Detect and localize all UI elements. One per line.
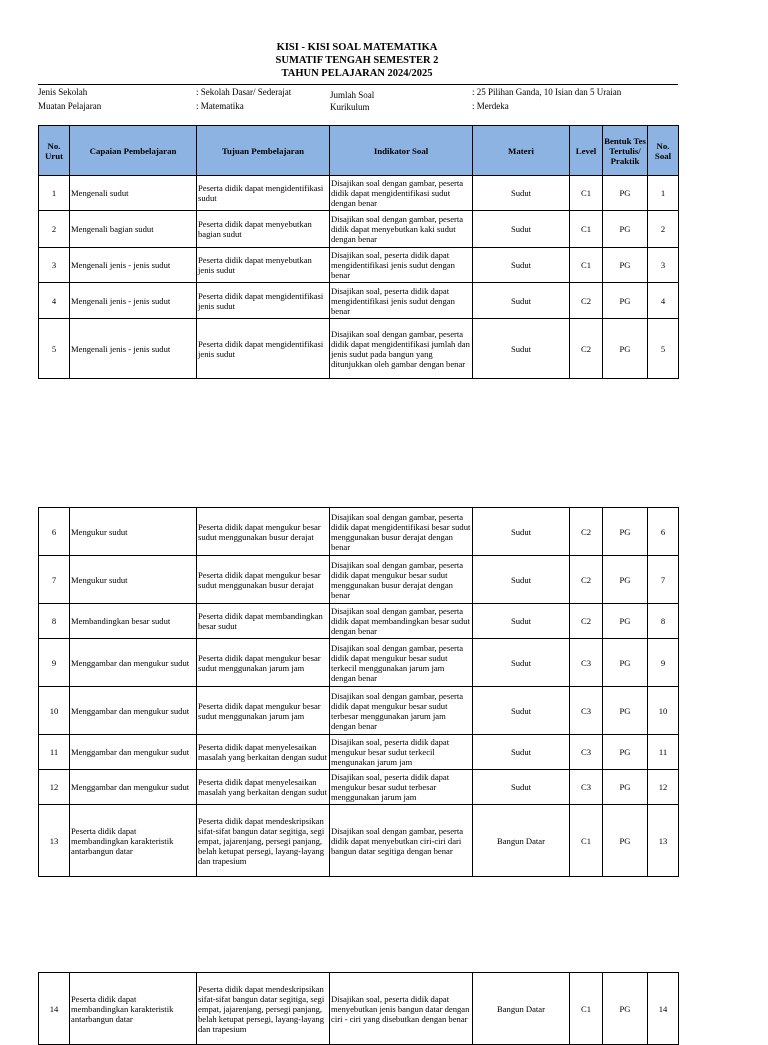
cell-level: C1	[570, 176, 603, 211]
cell-bentuk: PG	[603, 556, 648, 604]
cell-capaian: Peserta didik dapat membandingkan karakteristik antarbangun datar	[70, 805, 197, 877]
cell-level: C1	[570, 973, 603, 1045]
cell-bentuk: PG	[603, 283, 648, 319]
cell-capaian: Peserta didik dapat membandingkan karakteristik antarbangun datar	[70, 973, 197, 1045]
table-row	[39, 639, 679, 687]
kisi-table-part-1	[38, 125, 679, 379]
cell-no: 6	[39, 508, 70, 556]
cell-bentuk: PG	[603, 248, 648, 283]
cell-tujuan: Peserta didik dapat mengukur besar sudut menggunakan busur derajat	[197, 508, 330, 556]
cell-materi: Bangun Datar	[473, 805, 570, 877]
cell-soal: 1	[648, 176, 679, 211]
cell-level: C3	[570, 735, 603, 770]
table-row	[39, 176, 679, 211]
header-no-soal: No. Soal	[648, 126, 679, 176]
cell-soal: 4	[648, 283, 679, 319]
cell-tujuan: Peserta didik dapat mendeskripsikan sifat-sifat bangun datar segitiga, segi empat, jajarenjang, persegi panjang, belah ketupat persegi, layang-layang dan trapesium	[197, 973, 330, 1045]
cell-no: 9	[39, 639, 70, 687]
cell-soal: 11	[648, 735, 679, 770]
table-row	[39, 319, 679, 379]
cell-capaian: Menggambar dan mengukur sudut	[70, 639, 197, 687]
cell-bentuk: PG	[603, 319, 648, 379]
header-divider	[38, 84, 678, 85]
cell-bentuk: PG	[603, 211, 648, 248]
header-no-urut: No. Urut	[39, 126, 70, 176]
cell-indikator: Disajikan soal dengan gambar, peserta didik dapat mengukur besar sudut terkecil menggunakan jarum jam dengan benar	[330, 639, 473, 687]
cell-level: C1	[570, 211, 603, 248]
cell-tujuan: Peserta didik dapat menyelesaikan masalah yang berkaitan dengan sudut	[197, 770, 330, 805]
kisi-table-part-2	[38, 507, 679, 877]
kisi-table-part-3	[38, 972, 679, 1045]
cell-bentuk: PG	[603, 805, 648, 877]
cell-level: C2	[570, 604, 603, 639]
cell-capaian: Mengukur sudut	[70, 556, 197, 604]
cell-level: C3	[570, 770, 603, 805]
table-row	[39, 805, 679, 877]
cell-tujuan: Peserta didik dapat menyebutkan bagian sudut	[197, 211, 330, 248]
cell-level: C2	[570, 508, 603, 556]
header-indikator: Indikator Soal	[330, 126, 473, 176]
cell-soal: 2	[648, 211, 679, 248]
cell-indikator: Disajikan soal, peserta didik dapat menyebutkan jenis bangun datar dengan ciri - ciri yang disebutkan dengan benar	[330, 973, 473, 1045]
kurikulum-value: : Merdeka	[472, 101, 509, 111]
cell-soal: 13	[648, 805, 679, 877]
cell-bentuk: PG	[603, 639, 648, 687]
cell-tujuan: Peserta didik dapat menyebutkan jenis sudut	[197, 248, 330, 283]
cell-indikator: Disajikan soal dengan gambar, peserta didik dapat menyebutkan ciri-ciri dari bangun datar segitiga dengan benar	[330, 805, 473, 877]
cell-no: 2	[39, 211, 70, 248]
table-row	[39, 687, 679, 735]
cell-tujuan: Peserta didik dapat mendeskripsikan sifat-sifat bangun datar segitiga, segi empat, jajarenjang, persegi panjang, belah ketupat persegi, layang-layang dan trapesium	[197, 805, 330, 877]
cell-no: 12	[39, 770, 70, 805]
table-row	[39, 770, 679, 805]
cell-level: C3	[570, 687, 603, 735]
cell-tujuan: Peserta didik dapat mengidentifikasi jenis sudut	[197, 283, 330, 319]
cell-indikator: Disajikan soal dengan gambar, peserta didik dapat mengukur besar sudut terbesar menggunakan jarum jam dengan benar	[330, 687, 473, 735]
cell-indikator: Disajikan soal, peserta didik dapat mengidentifikasi jenis sudut dengan benar	[330, 283, 473, 319]
cell-capaian: Mengukur sudut	[70, 508, 197, 556]
cell-capaian: Menggambar dan mengukur sudut	[70, 687, 197, 735]
cell-indikator: Disajikan soal dengan gambar, peserta didik dapat membandingkan besar sudut dengan benar	[330, 604, 473, 639]
cell-no: 3	[39, 248, 70, 283]
cell-capaian: Menggambar dan mengukur sudut	[70, 735, 197, 770]
cell-level: C2	[570, 319, 603, 379]
cell-no: 7	[39, 556, 70, 604]
cell-materi: Sudut	[473, 556, 570, 604]
cell-bentuk: PG	[603, 604, 648, 639]
cell-no: 13	[39, 805, 70, 877]
table-row	[39, 211, 679, 248]
kurikulum-label: Kurikulum	[330, 102, 370, 112]
header-materi: Materi	[473, 126, 570, 176]
cell-tujuan: Peserta didik dapat menyelesaikan masalah yang berkaitan dengan sudut	[197, 735, 330, 770]
jumlah-soal-value: : 25 Pilihan Ganda, 10 Isian dan 5 Uraian	[472, 87, 622, 97]
cell-tujuan: Peserta didik dapat mengidentifikasi sudut	[197, 176, 330, 211]
cell-level: C3	[570, 639, 603, 687]
cell-capaian: Mengenali jenis - jenis sudut	[70, 319, 197, 379]
cell-level: C2	[570, 283, 603, 319]
cell-soal: 5	[648, 319, 679, 379]
cell-bentuk: PG	[603, 176, 648, 211]
table-header-row	[39, 126, 679, 176]
cell-tujuan: Peserta didik dapat mengidentifikasi jenis sudut	[197, 319, 330, 379]
table-row	[39, 556, 679, 604]
cell-soal: 7	[648, 556, 679, 604]
cell-indikator: Disajikan soal dengan gambar, peserta didik dapat mengidentifikasi jumlah dan jenis sudut pada bangun yang ditunjukkan oleh gambar dengan benar	[330, 319, 473, 379]
jumlah-soal-label: Jumlah Soal	[330, 90, 375, 100]
cell-level: C1	[570, 248, 603, 283]
cell-no: 5	[39, 319, 70, 379]
cell-materi: Sudut	[473, 176, 570, 211]
cell-capaian: Mengenali jenis - jenis sudut	[70, 248, 197, 283]
table-row	[39, 973, 679, 1045]
cell-soal: 10	[648, 687, 679, 735]
cell-materi: Bangun Datar	[473, 973, 570, 1045]
table-row	[39, 248, 679, 283]
cell-soal: 3	[648, 248, 679, 283]
cell-no: 14	[39, 973, 70, 1045]
cell-indikator: Disajikan soal dengan gambar, peserta didik dapat mengukur besar sudut menggunakan busur derajat dengan benar	[330, 556, 473, 604]
cell-bentuk: PG	[603, 973, 648, 1045]
doc-title-3: TAHUN PELAJARAN 2024/2025	[281, 68, 433, 79]
table-row	[39, 735, 679, 770]
header-capaian: Capaian Pembelajaran	[70, 126, 197, 176]
cell-bentuk: PG	[603, 770, 648, 805]
doc-title-1: KISI - KISI SOAL MATEMATIKA	[276, 42, 438, 53]
cell-indikator: Disajikan soal dengan gambar, peserta didik dapat mengidentifikasi sudut dengan benar	[330, 176, 473, 211]
cell-indikator: Disajikan soal, peserta didik dapat mengukur besar sudut terkecil mengunakan jarum jam	[330, 735, 473, 770]
header-level: Level	[570, 126, 603, 176]
cell-soal: 9	[648, 639, 679, 687]
cell-materi: Sudut	[473, 283, 570, 319]
cell-bentuk: PG	[603, 735, 648, 770]
cell-materi: Sudut	[473, 211, 570, 248]
cell-tujuan: Peserta didik dapat mengukur besar sudut menggunakan jarum jam	[197, 639, 330, 687]
table-row	[39, 283, 679, 319]
cell-indikator: Disajikan soal dengan gambar, peserta didik dapat mengidentifikasi besar sudut menggunakan busur derajat dengan benar	[330, 508, 473, 556]
cell-capaian: Membandingkan besar sudut	[70, 604, 197, 639]
doc-title-2: SUMATIF TENGAH SEMESTER 2	[275, 55, 439, 66]
cell-tujuan: Peserta didik dapat membandingkan besar sudut	[197, 604, 330, 639]
cell-tujuan: Peserta didik dapat mengukur besar sudut menggunakan jarum jam	[197, 687, 330, 735]
cell-soal: 14	[648, 973, 679, 1045]
cell-materi: Sudut	[473, 687, 570, 735]
table-row	[39, 508, 679, 556]
cell-no: 8	[39, 604, 70, 639]
cell-level: C1	[570, 805, 603, 877]
cell-no: 4	[39, 283, 70, 319]
cell-materi: Sudut	[473, 735, 570, 770]
cell-materi: Sudut	[473, 508, 570, 556]
cell-bentuk: PG	[603, 687, 648, 735]
cell-capaian: Menggambar dan mengukur sudut	[70, 770, 197, 805]
cell-indikator: Disajikan soal dengan gambar, peserta didik dapat menyebutkan kaki sudut dengan benar	[330, 211, 473, 248]
table-row	[39, 604, 679, 639]
cell-capaian: Mengenali sudut	[70, 176, 197, 211]
header-bentuk: Bentuk Tes Tertulis/ Praktik	[603, 126, 648, 176]
cell-no: 1	[39, 176, 70, 211]
cell-no: 11	[39, 735, 70, 770]
cell-tujuan: Peserta didik dapat mengukur besar sudut menggunakan busur derajat	[197, 556, 330, 604]
cell-soal: 6	[648, 508, 679, 556]
cell-capaian: Mengenali jenis - jenis sudut	[70, 283, 197, 319]
header-tujuan: Tujuan Pembelajaran	[197, 126, 330, 176]
cell-materi: Sudut	[473, 604, 570, 639]
muatan-pelajaran-label: Muatan Pelajaran	[38, 101, 102, 111]
cell-indikator: Disajikan soal, peserta didik dapat mengukur besar sudut terbesar menggunakan jarum jam	[330, 770, 473, 805]
cell-materi: Sudut	[473, 770, 570, 805]
jenis-sekolah-value: : Sekolah Dasar/ Sederajat	[196, 87, 292, 97]
cell-indikator: Disajikan soal, peserta didik dapat mengidentifikasi jenis sudut dengan benar	[330, 248, 473, 283]
cell-soal: 12	[648, 770, 679, 805]
cell-materi: Sudut	[473, 639, 570, 687]
cell-materi: Sudut	[473, 248, 570, 283]
jenis-sekolah-label: Jenis Sekolah	[38, 87, 88, 97]
muatan-pelajaran-value: : Matematika	[196, 101, 244, 111]
cell-bentuk: PG	[603, 508, 648, 556]
cell-level: C2	[570, 556, 603, 604]
cell-soal: 8	[648, 604, 679, 639]
cell-materi: Sudut	[473, 319, 570, 379]
cell-no: 10	[39, 687, 70, 735]
cell-capaian: Mengenali bagian sudut	[70, 211, 197, 248]
